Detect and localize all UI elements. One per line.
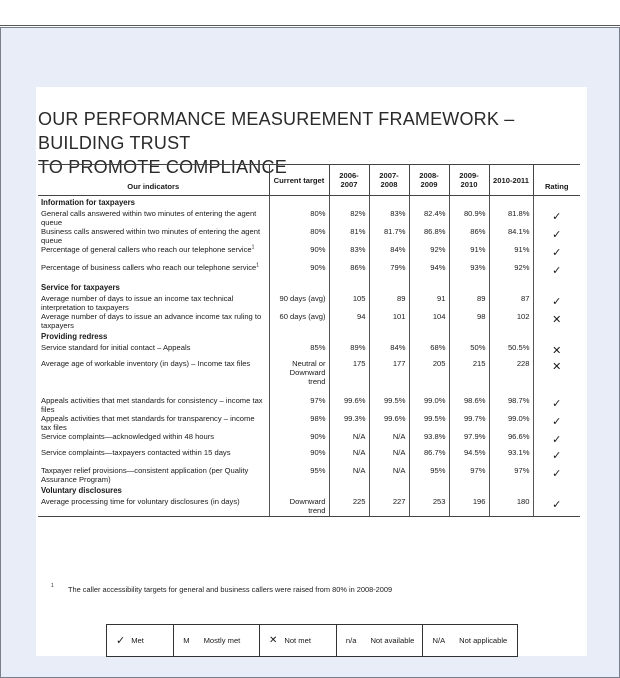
empty-cell xyxy=(409,196,449,209)
indicator-text: Taxpayer relief provisions—consistent application (per Quality Assurance Program) xyxy=(41,465,249,484)
column-header: 2008-2009 xyxy=(409,165,449,196)
value-cell: 97.9% xyxy=(449,432,489,448)
indicator-label xyxy=(38,263,269,281)
value-cell: 89 xyxy=(449,294,489,312)
legend-label: Mostly met xyxy=(203,636,241,645)
indicator-label xyxy=(38,245,269,263)
indicator-label xyxy=(38,294,269,312)
target-cell: 90% xyxy=(269,432,329,448)
indicator-text: Business calls answered within two minutes of entering the agent queue xyxy=(41,226,261,245)
indicator-text: Average processing time for voluntary disclosures (in days) xyxy=(41,496,240,506)
column-header: 2010-2011 xyxy=(489,165,533,196)
value-cell: 81.8% xyxy=(489,209,533,227)
value-cell: 99.5% xyxy=(409,414,449,432)
column-header: Rating xyxy=(533,165,580,196)
indicator-label xyxy=(38,414,269,432)
section-row xyxy=(38,281,580,294)
legend-item xyxy=(336,625,423,656)
value-cell: 50% xyxy=(449,343,489,359)
table-row xyxy=(38,245,580,263)
met-icon: ✓ xyxy=(533,209,580,227)
value-cell: 97% xyxy=(449,466,489,484)
met-icon: ✓ xyxy=(533,396,580,414)
value-cell: 99.7% xyxy=(449,414,489,432)
value-cell: 205 xyxy=(409,359,449,396)
target-cell: Neutral or Downward trend xyxy=(269,359,329,396)
empty-cell xyxy=(369,330,409,343)
document-page xyxy=(36,87,587,656)
indicator-label xyxy=(38,359,269,396)
value-cell: 99.6% xyxy=(329,396,369,414)
indicator-label xyxy=(38,448,269,466)
value-cell: N/A xyxy=(329,466,369,484)
value-cell: 98.6% xyxy=(449,396,489,414)
value-cell: 180 xyxy=(489,497,533,517)
target-cell: 95% xyxy=(269,466,329,484)
not-met-icon: ✕ xyxy=(533,359,580,396)
value-cell: 105 xyxy=(329,294,369,312)
indicator-label xyxy=(38,396,269,414)
empty-cell xyxy=(329,196,369,209)
value-cell: 196 xyxy=(449,497,489,517)
target-cell: 85% xyxy=(269,343,329,359)
top-rule xyxy=(0,25,620,26)
target-cell: 60 days (avg) xyxy=(269,312,329,330)
value-cell: 102 xyxy=(489,312,533,330)
value-cell: 92% xyxy=(409,245,449,263)
met-icon: ✓ xyxy=(533,448,580,466)
value-cell: 81.7% xyxy=(369,227,409,245)
legend-symbol: M xyxy=(183,636,190,645)
indicator-text: Service complaints—taxpayers contacted within 15 days xyxy=(41,447,231,457)
target-cell: 97% xyxy=(269,396,329,414)
value-cell: 91% xyxy=(489,245,533,263)
table-row xyxy=(38,312,580,330)
section-row xyxy=(38,330,580,343)
legend-label: Not applicable xyxy=(459,636,508,645)
indicator-text: Percentage of general callers who reach our telephone service xyxy=(41,244,252,254)
empty-cell xyxy=(329,330,369,343)
value-cell: 84% xyxy=(369,343,409,359)
value-cell: 91% xyxy=(449,245,489,263)
table-row xyxy=(38,414,580,432)
footnote-mark: 1 xyxy=(51,583,54,589)
legend-symbol: n/a xyxy=(345,636,357,645)
indicator-text: Service complaints—acknowledged within 48 hours xyxy=(41,431,215,441)
indicator-label xyxy=(38,312,269,330)
value-cell: 99.0% xyxy=(409,396,449,414)
performance-table xyxy=(38,164,580,517)
rating-legend xyxy=(106,624,518,657)
target-cell: 80% xyxy=(269,209,329,227)
empty-cell xyxy=(449,330,489,343)
table-row xyxy=(38,359,580,396)
section-row xyxy=(38,196,580,209)
target-cell: 90% xyxy=(269,263,329,281)
value-cell: 86.7% xyxy=(409,448,449,466)
value-cell: 89% xyxy=(329,343,369,359)
empty-cell xyxy=(409,484,449,497)
empty-cell xyxy=(489,484,533,497)
met-icon: ✓ xyxy=(533,497,580,517)
indicator-label xyxy=(38,227,269,245)
table-row xyxy=(38,497,580,517)
title-line-1: OUR PERFORMANCE MEASUREMENT FRAMEWORK – BUILDING TRUST xyxy=(38,109,515,153)
footnote-ref: 1 xyxy=(256,261,260,268)
met-icon: ✓ xyxy=(533,466,580,484)
value-cell: N/A xyxy=(369,448,409,466)
value-cell: 96.6% xyxy=(489,432,533,448)
table-row xyxy=(38,432,580,448)
met-icon: ✓ xyxy=(533,245,580,263)
title-line-2: TO PROMOTE COMPLIANCE xyxy=(38,157,287,177)
table-row xyxy=(38,227,580,245)
value-cell: 81% xyxy=(329,227,369,245)
value-cell: N/A xyxy=(369,466,409,484)
empty-cell xyxy=(269,281,329,294)
empty-cell xyxy=(369,484,409,497)
column-header: Our indicators xyxy=(38,165,269,196)
value-cell: 228 xyxy=(489,359,533,396)
target-cell: 90% xyxy=(269,245,329,263)
value-cell: 83% xyxy=(329,245,369,263)
indicator-label xyxy=(38,497,269,517)
target-cell: 90% xyxy=(269,448,329,466)
value-cell: 91 xyxy=(409,294,449,312)
target-cell: 98% xyxy=(269,414,329,432)
value-cell: 104 xyxy=(409,312,449,330)
indicator-label xyxy=(38,466,269,484)
value-cell: 99.5% xyxy=(369,396,409,414)
value-cell: 80.9% xyxy=(449,209,489,227)
footnote-text: The caller accessibility targets for general and business callers were raised from 80% in 2008-2009 xyxy=(68,585,393,594)
indicator-text: Appeals activities that met standards for transparency – income tax files xyxy=(41,413,255,432)
value-cell: 177 xyxy=(369,359,409,396)
table-row xyxy=(38,466,580,484)
value-cell: 225 xyxy=(329,497,369,517)
legend-item xyxy=(173,625,259,656)
indicator-text: Average number of days to issue an advance income tax ruling to taxpayers xyxy=(41,311,262,330)
table-row xyxy=(38,209,580,227)
column-header: 2007-2008 xyxy=(369,165,409,196)
empty-cell xyxy=(409,330,449,343)
table-row xyxy=(38,343,580,359)
met-icon: ✓ xyxy=(533,227,580,245)
value-cell: 99.6% xyxy=(369,414,409,432)
value-cell: 68% xyxy=(409,343,449,359)
empty-cell xyxy=(449,196,489,209)
indicator-text: Average number of days to issue an income tax technical interpretation to taxpayers xyxy=(41,293,234,312)
value-cell: 82.4% xyxy=(409,209,449,227)
value-cell: 86.8% xyxy=(409,227,449,245)
value-cell: 99.0% xyxy=(489,414,533,432)
value-cell: N/A xyxy=(369,432,409,448)
value-cell: 99.3% xyxy=(329,414,369,432)
empty-cell xyxy=(533,330,580,343)
column-header: 2006-2007 xyxy=(329,165,369,196)
legend-label: Met xyxy=(131,636,144,645)
value-cell: 98.7% xyxy=(489,396,533,414)
met-icon: ✓ xyxy=(533,414,580,432)
table-row xyxy=(38,294,580,312)
met-icon: ✓ xyxy=(533,432,580,448)
value-cell: 86% xyxy=(329,263,369,281)
empty-cell xyxy=(533,484,580,497)
value-cell: N/A xyxy=(329,432,369,448)
column-header: 2009-2010 xyxy=(449,165,489,196)
target-cell: 90 days (avg) xyxy=(269,294,329,312)
value-cell: 215 xyxy=(449,359,489,396)
empty-cell xyxy=(369,281,409,294)
indicator-text: Appeals activities that met standards for consistency – income tax files xyxy=(41,395,263,414)
section-label: Information for taxpayers xyxy=(41,198,136,207)
value-cell: 84.1% xyxy=(489,227,533,245)
value-cell: 175 xyxy=(329,359,369,396)
value-cell: 50.5% xyxy=(489,343,533,359)
empty-cell xyxy=(409,281,449,294)
table-row xyxy=(38,448,580,466)
empty-cell xyxy=(449,484,489,497)
legend-item xyxy=(259,625,336,656)
value-cell: 83% xyxy=(369,209,409,227)
empty-cell xyxy=(533,196,580,209)
empty-cell xyxy=(369,196,409,209)
not-met-icon: ✕ xyxy=(533,312,580,330)
value-cell: 227 xyxy=(369,497,409,517)
footnote-ref: 1 xyxy=(251,243,255,250)
legend-label: Not available xyxy=(370,636,415,645)
value-cell: 89 xyxy=(369,294,409,312)
target-cell: 80% xyxy=(269,227,329,245)
page-frame xyxy=(0,27,620,678)
indicator-label xyxy=(38,432,269,448)
value-cell: 92% xyxy=(489,263,533,281)
empty-cell xyxy=(489,196,533,209)
indicator-label xyxy=(38,209,269,227)
cross-icon: ✕ xyxy=(268,635,278,646)
empty-cell xyxy=(329,484,369,497)
met-icon: ✓ xyxy=(533,294,580,312)
value-cell: 253 xyxy=(409,497,449,517)
section-label: Voluntary disclosures xyxy=(41,485,122,495)
empty-cell xyxy=(489,281,533,294)
section-label: Providing redress xyxy=(41,331,108,341)
indicator-text: Service standard for initial contact – Appeals xyxy=(41,342,191,352)
value-cell: 79% xyxy=(369,263,409,281)
section-label: Service for taxpayers xyxy=(41,282,120,292)
table-row xyxy=(38,263,580,281)
legend-label: Not met xyxy=(284,636,311,645)
indicator-text: General calls answered within two minutes of entering the agent queue xyxy=(41,208,257,227)
value-cell: 86% xyxy=(449,227,489,245)
value-cell: 93% xyxy=(449,263,489,281)
value-cell: 95% xyxy=(409,466,449,484)
value-cell: 94 xyxy=(329,312,369,330)
indicator-label xyxy=(38,343,269,359)
checkmark-icon: ✓ xyxy=(116,635,126,647)
table-header-row xyxy=(38,165,580,196)
table-row xyxy=(38,396,580,414)
empty-cell xyxy=(489,330,533,343)
value-cell: 87 xyxy=(489,294,533,312)
met-icon: ✓ xyxy=(533,263,580,281)
value-cell: 93.8% xyxy=(409,432,449,448)
value-cell: 98 xyxy=(449,312,489,330)
empty-cell xyxy=(533,281,580,294)
indicator-text: Average age of workable inventory (in days) – Income tax files xyxy=(41,358,251,368)
value-cell: 101 xyxy=(369,312,409,330)
legend-item xyxy=(422,625,517,656)
empty-cell xyxy=(449,281,489,294)
not-met-icon: ✕ xyxy=(533,343,580,359)
value-cell: N/A xyxy=(329,448,369,466)
value-cell: 93.1% xyxy=(489,448,533,466)
value-cell: 97% xyxy=(489,466,533,484)
value-cell: 94.5% xyxy=(449,448,489,466)
value-cell: 84% xyxy=(369,245,409,263)
column-header: Current target xyxy=(269,165,329,196)
value-cell: 82% xyxy=(329,209,369,227)
legend-symbol: N/A xyxy=(432,636,446,645)
empty-cell xyxy=(269,196,329,209)
section-row xyxy=(38,484,580,497)
target-cell: Downward trend xyxy=(269,497,329,517)
empty-cell xyxy=(329,281,369,294)
indicator-text: Percentage of business callers who reach our telephone service xyxy=(41,262,257,272)
empty-cell xyxy=(269,330,329,343)
value-cell: 94% xyxy=(409,263,449,281)
empty-cell xyxy=(269,484,329,497)
legend-item xyxy=(107,625,173,656)
